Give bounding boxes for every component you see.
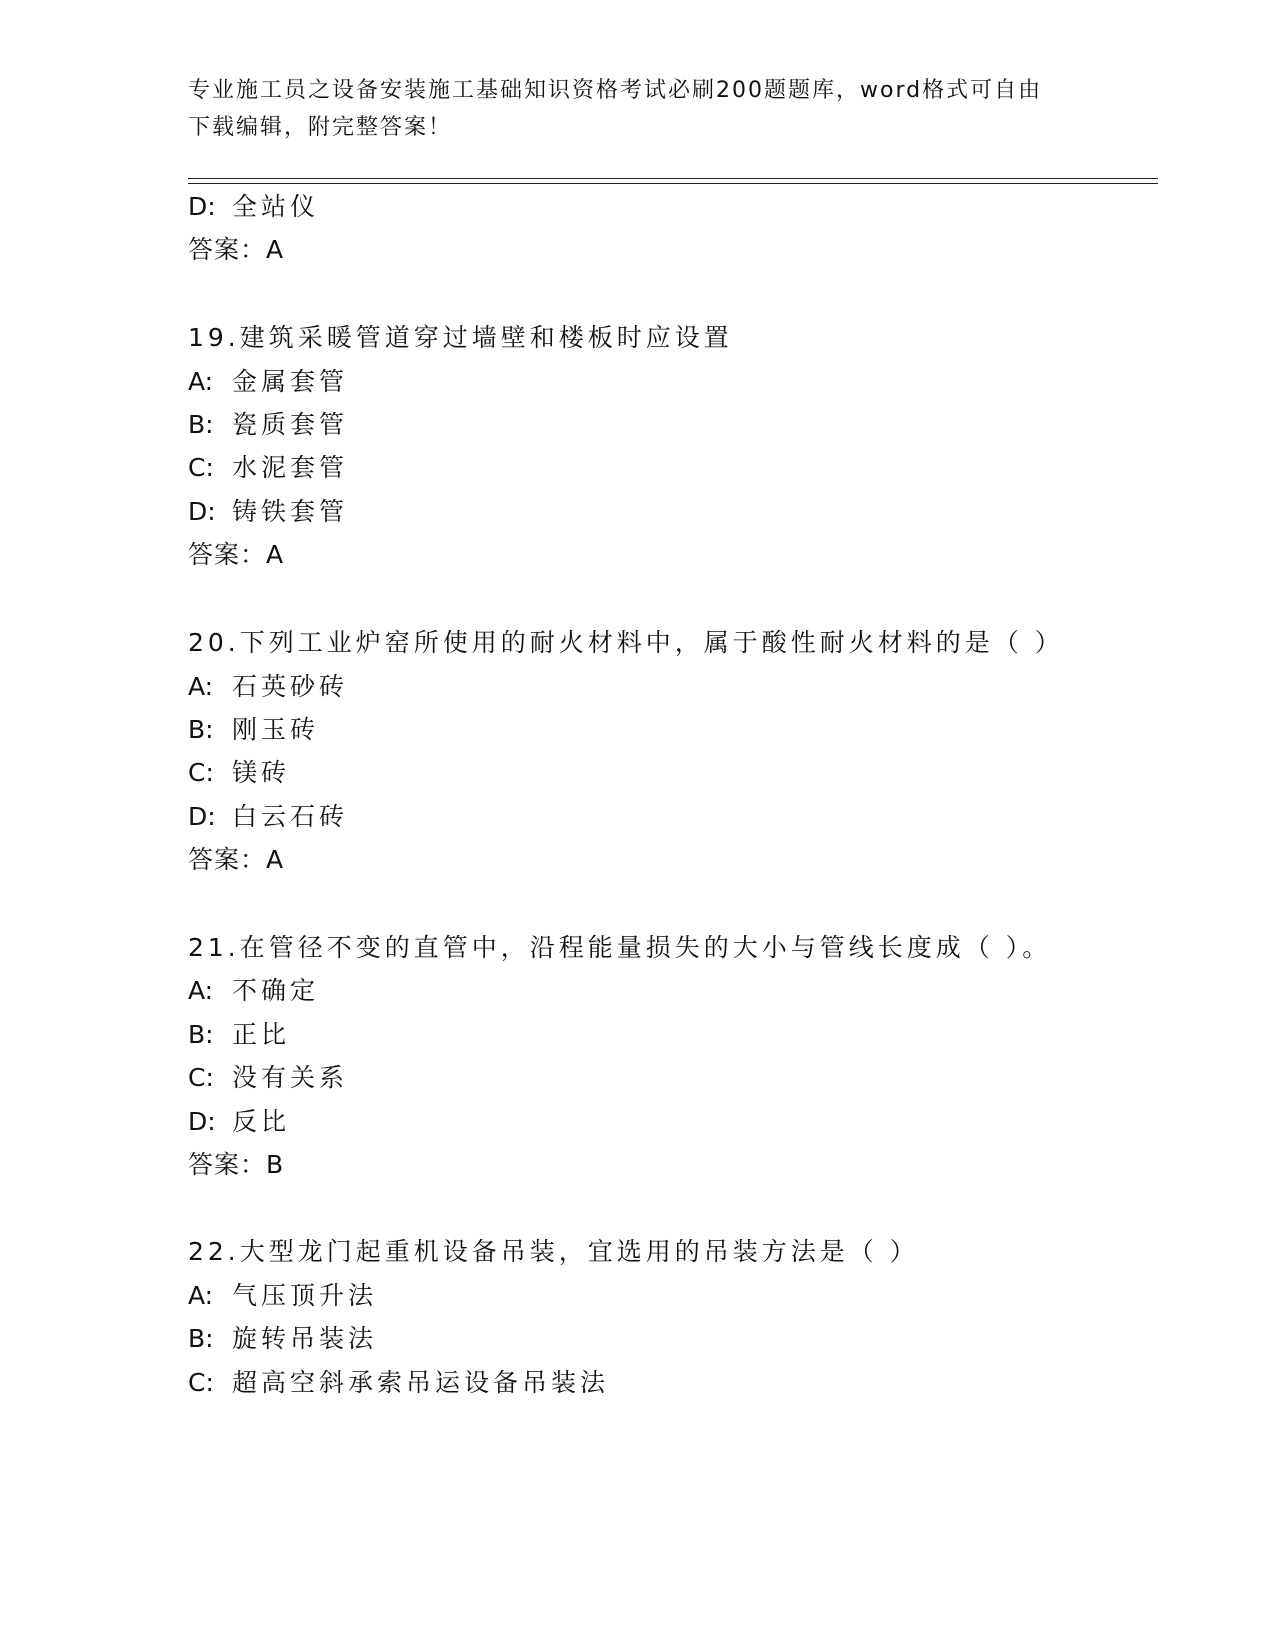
header-line-2: 下载编辑，附完整答案！ <box>188 115 453 140</box>
option-text: 石英砂砖 <box>232 672 349 701</box>
option-a <box>188 975 319 1007</box>
header-divider-top <box>188 178 1158 179</box>
document-header <box>188 72 1088 146</box>
option-text: 不确定 <box>232 976 320 1005</box>
option-text: 反比 <box>232 1107 291 1136</box>
option-text: 铸铁套管 <box>232 497 349 526</box>
option-b <box>188 714 319 746</box>
option-b <box>188 1019 290 1051</box>
option-c <box>188 757 290 789</box>
option-text: 正比 <box>232 1020 291 1049</box>
option-text: 全站仪 <box>232 192 320 221</box>
question-stem: 20.下列工业炉窑所使用的耐火材料中，属于酸性耐火材料的是（ ） <box>188 628 1064 657</box>
answer-line: 答案：B <box>188 1150 285 1179</box>
question-stem: 21.在管径不变的直管中，沿程能量损失的大小与管线长度成（ ）。 <box>188 933 1052 962</box>
option-key: A: <box>188 1281 214 1310</box>
option-c <box>188 1062 348 1094</box>
header-line-1: 专业施工员之设备安装施工基础知识资格考试必刷200题题库，word格式可自由 <box>188 78 1043 103</box>
answer-line: 答案：A <box>188 235 285 264</box>
option-key: B: <box>188 715 214 744</box>
answer-line: 答案：A <box>188 845 285 874</box>
option-key: B: <box>188 1020 214 1049</box>
option-key: C: <box>188 758 214 787</box>
option-text: 白云石砖 <box>232 802 349 831</box>
option-b <box>188 409 348 441</box>
option-text: 旋转吊装法 <box>232 1324 378 1353</box>
option-key: D: <box>188 1107 216 1136</box>
option-text: 没有关系 <box>232 1063 349 1092</box>
option-text: 瓷质套管 <box>232 410 349 439</box>
option-key: A: <box>188 976 214 1005</box>
option-key: C: <box>188 453 214 482</box>
option-c <box>188 452 348 484</box>
option-d <box>188 1106 290 1138</box>
option-b <box>188 1323 377 1355</box>
option-c <box>188 1367 609 1399</box>
option-a <box>188 366 348 398</box>
option-text: 刚玉砖 <box>232 715 320 744</box>
option-key: A: <box>188 672 214 701</box>
option-d <box>188 801 348 833</box>
question-stem: 22.大型龙门起重机设备吊装，宜选用的吊装方法是（ ） <box>188 1237 919 1266</box>
option-text: 金属套管 <box>232 367 349 396</box>
question-stem: 19.建筑采暖管道穿过墙壁和楼板时应设置 <box>188 323 733 352</box>
option-key: B: <box>188 1324 214 1353</box>
header-divider-bottom <box>188 183 1158 184</box>
option-text: 水泥套管 <box>232 453 349 482</box>
option-text: 气压顶升法 <box>232 1281 378 1310</box>
option-key: D: <box>188 497 216 526</box>
option-a <box>188 1280 377 1312</box>
option-d <box>188 496 348 528</box>
option-key: B: <box>188 410 214 439</box>
option-a <box>188 671 348 703</box>
option-text: 超高空斜承索吊运设备吊装法 <box>232 1368 610 1397</box>
option-key: D: <box>188 192 216 221</box>
answer-line: 答案：A <box>188 540 285 569</box>
option-d <box>188 191 319 223</box>
option-key: C: <box>188 1368 214 1397</box>
option-key: D: <box>188 802 216 831</box>
option-key: A: <box>188 367 214 396</box>
option-key: C: <box>188 1063 214 1092</box>
option-text: 镁砖 <box>232 758 291 787</box>
